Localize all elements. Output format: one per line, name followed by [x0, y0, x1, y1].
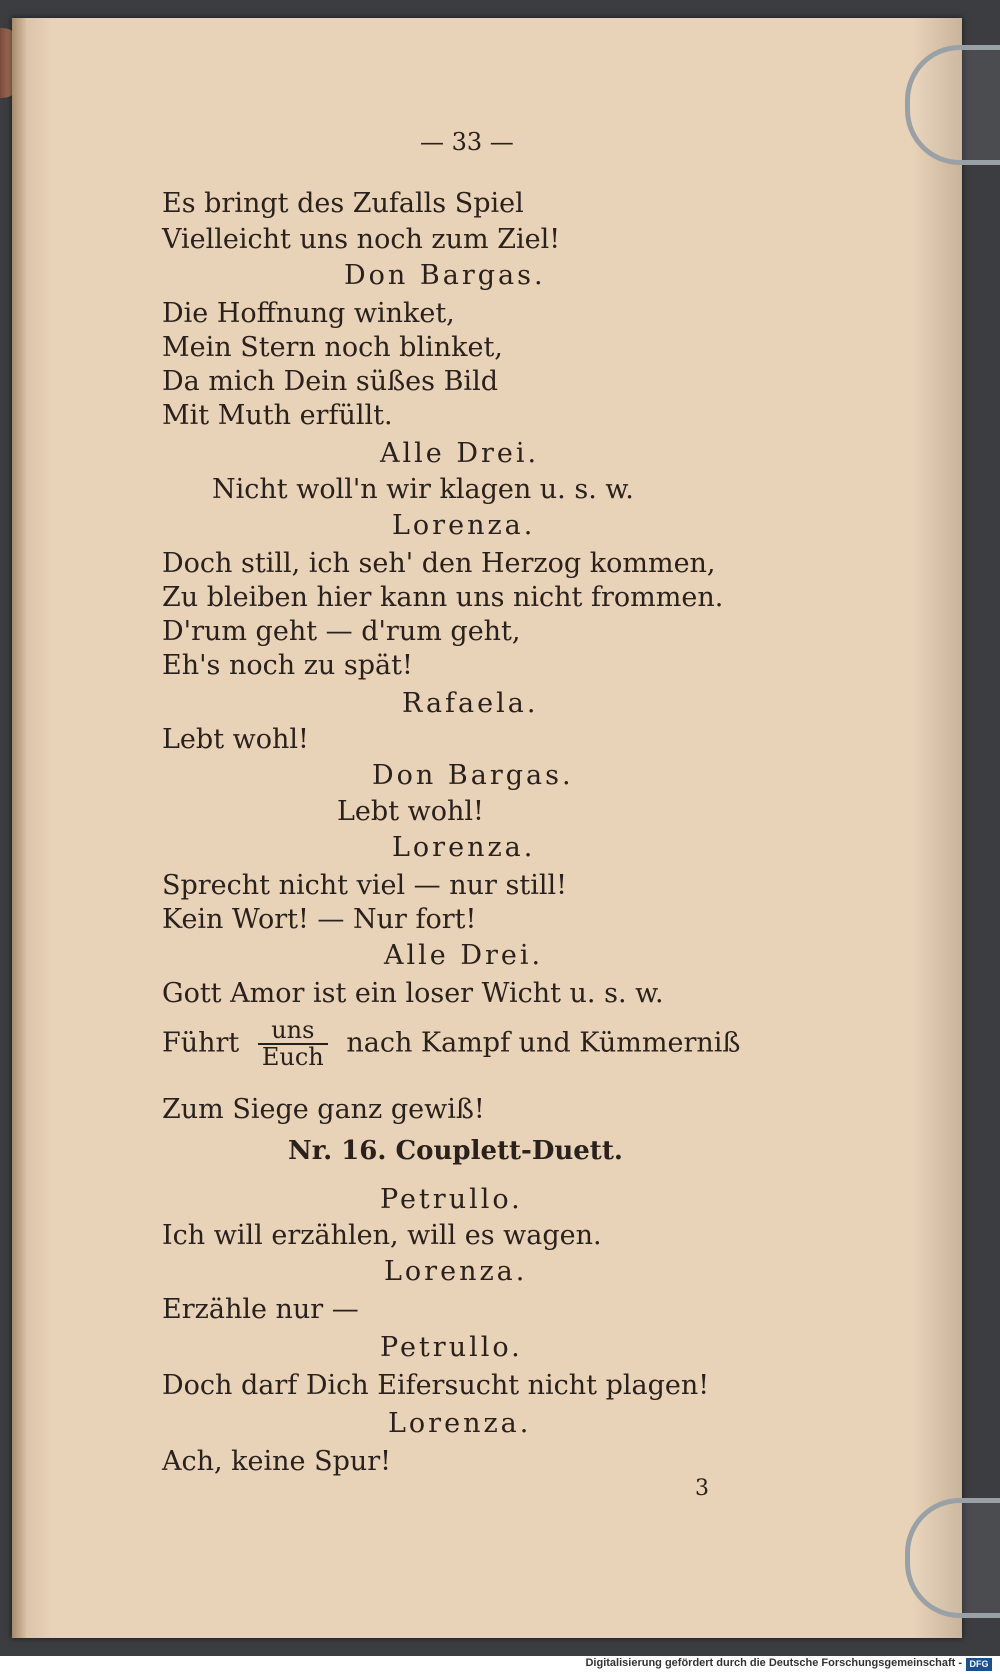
fraction-numerator: uns: [258, 1018, 328, 1045]
fraction-line-prefix: Führt: [162, 1027, 240, 1059]
verse-line: Mein Stern noch blinket,: [162, 332, 503, 363]
page-number: — 33 —: [420, 128, 514, 156]
verse-line: Erzähle nur —: [162, 1294, 359, 1325]
speaker-name: Lorenza.: [384, 1256, 528, 1287]
binder-ring-bottom: [905, 1498, 1000, 1618]
verse-line: Da mich Dein süßes Bild: [162, 366, 498, 397]
speaker-name: Alle Drei.: [384, 940, 544, 971]
speaker-name: Lorenza.: [388, 1408, 532, 1439]
verse-line: Ach, keine Spur!: [162, 1446, 392, 1477]
speaker-name: Lorenza.: [392, 510, 536, 541]
signature-mark: 3: [695, 1476, 709, 1501]
verse-line: Eh's noch zu spät!: [162, 650, 413, 681]
speaker-name: Alle Drei.: [380, 438, 540, 469]
verse-line: Ich will erzählen, will es wagen.: [162, 1220, 602, 1251]
verse-line: Mit Muth erfüllt.: [162, 400, 393, 431]
verse-line: Die Hoffnung winket,: [162, 298, 455, 329]
verse-line: Vielleicht uns noch zum Ziel!: [162, 224, 561, 255]
speaker-name: Lorenza.: [392, 832, 536, 863]
verse-line: Sprecht nicht viel — nur still!: [162, 870, 567, 901]
speaker-name: Petrullo.: [380, 1184, 523, 1215]
footer-bar: [0, 1656, 1000, 1674]
speaker-name: Don Bargas.: [372, 760, 574, 791]
page-gutter-shadow: [12, 18, 26, 1638]
verse-line: Kein Wort! — Nur fort!: [162, 904, 477, 935]
section-heading: Nr. 16. Couplett-Duett.: [288, 1136, 623, 1166]
footer-credit: Digitalisierung gefördert durch die Deutsche Forschungsgemeinschaft -: [585, 1657, 962, 1669]
verse-line: D'rum geht — d'rum geht,: [162, 616, 521, 647]
fraction: [258, 1018, 328, 1070]
verse-line: Doch darf Dich Eifersucht nicht plagen!: [162, 1370, 710, 1401]
binder-ring-top: [905, 45, 1000, 165]
speaker-name: Don Bargas.: [344, 260, 546, 291]
verse-line: Lebt wohl!: [337, 796, 484, 827]
verse-line: Es bringt des Zufalls Spiel: [162, 188, 524, 219]
speaker-name: Rafaela.: [402, 688, 539, 719]
dfg-logo-icon: DFG: [966, 1658, 992, 1671]
verse-line-with-fraction: [162, 1018, 740, 1070]
fraction-line-suffix: nach Kampf und Kümmerniß: [346, 1027, 741, 1059]
verse-line: Zu bleiben hier kann uns nicht frommen.: [162, 582, 724, 613]
verse-line: Zum Siege ganz gewiß!: [162, 1094, 485, 1125]
verse-line: Nicht woll'n wir klagen u. s. w.: [212, 474, 634, 505]
verse-line: Doch still, ich seh' den Herzog kommen,: [162, 548, 716, 579]
verse-line: Lebt wohl!: [162, 724, 309, 755]
verse-line: Gott Amor ist ein loser Wicht u. s. w.: [162, 978, 664, 1009]
fraction-denominator: Euch: [261, 1043, 324, 1072]
speaker-name: Petrullo.: [380, 1332, 523, 1363]
